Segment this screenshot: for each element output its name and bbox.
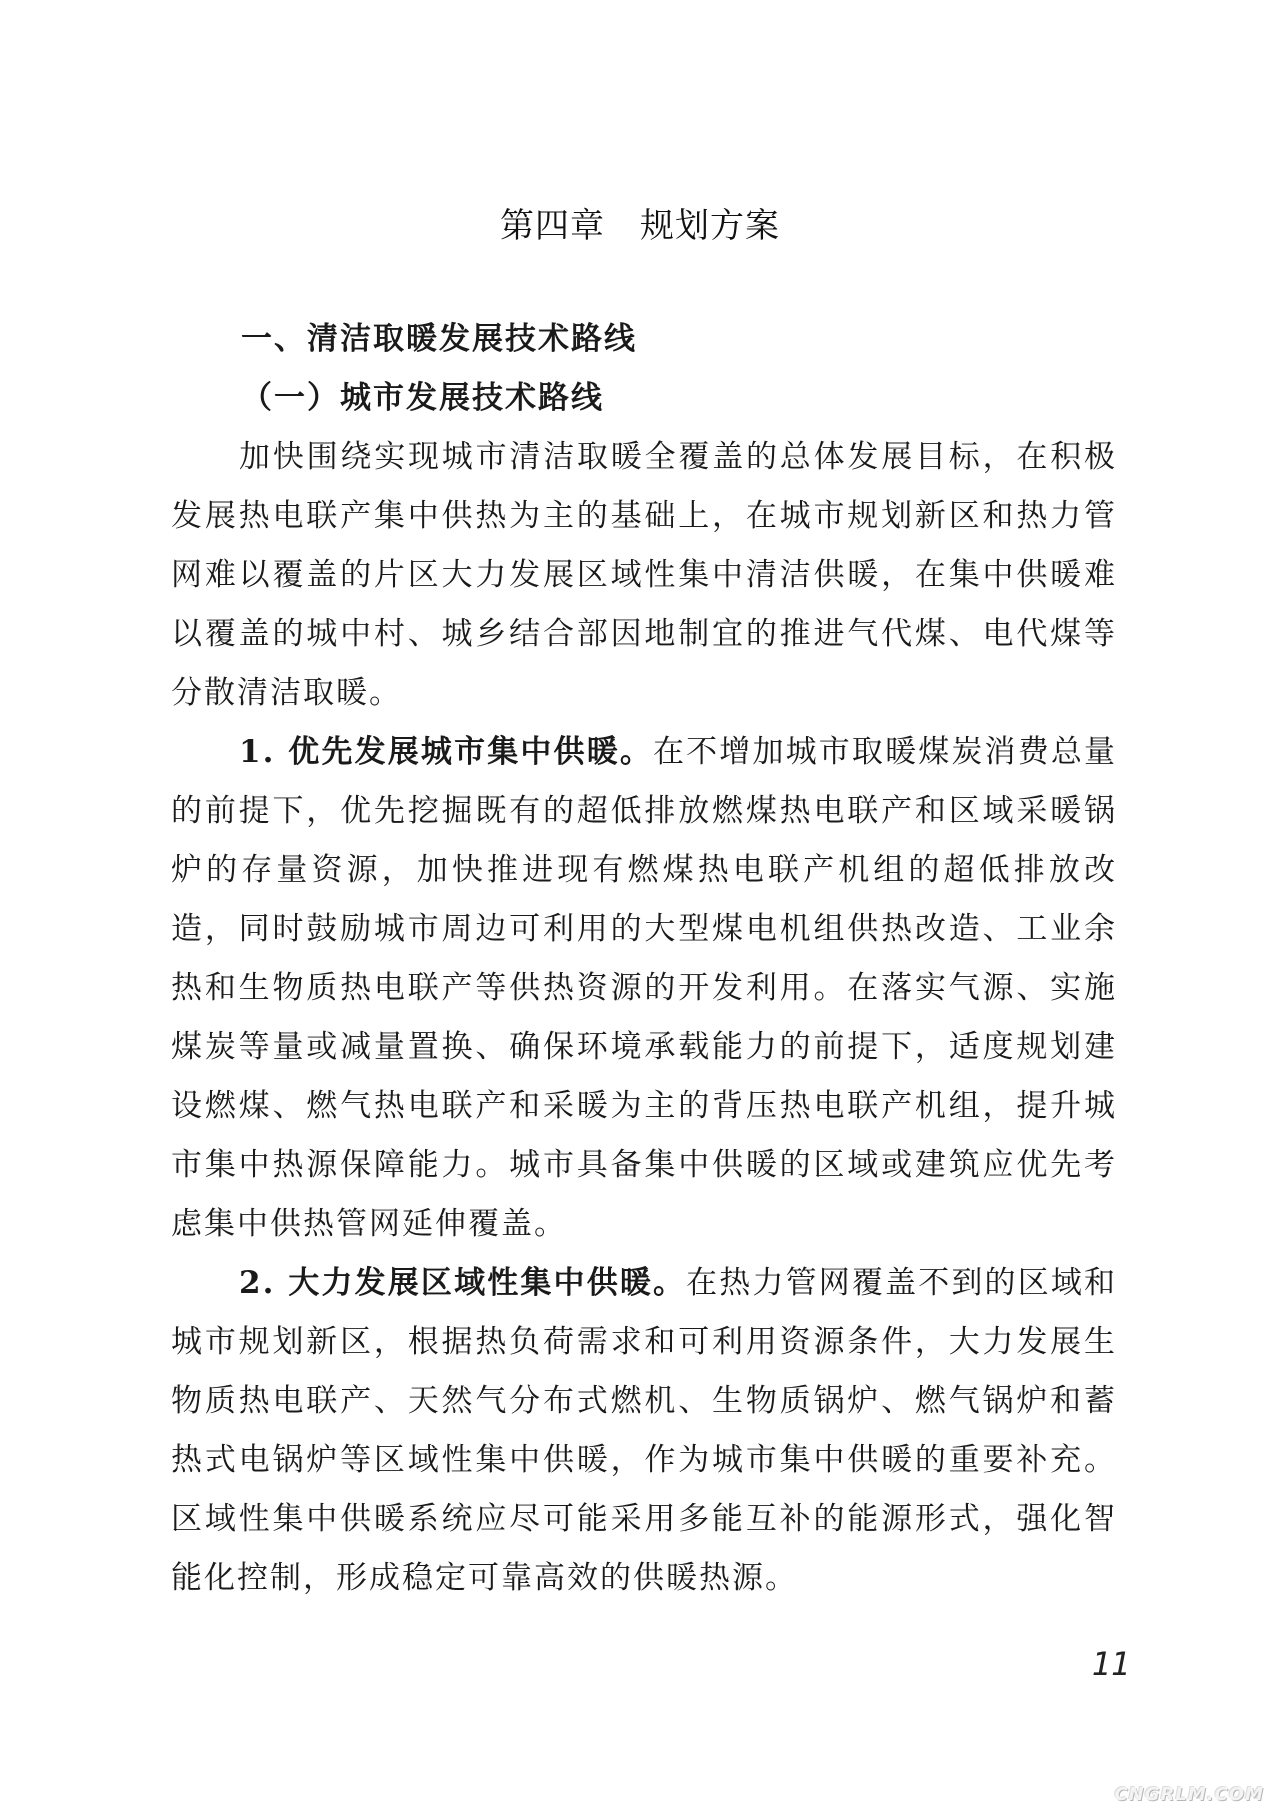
- intro-paragraph: 加快围绕实现城市清洁取暖全覆盖的总体发展目标，在积极发展热电联产集中供热为主的基础上，在城市规划新区和热力管网难以覆盖的片区大力发展区域性集中清洁供暖，在集中供暖难以覆盖的城中村、城乡结合部因地制宜的推进气代煤、电代煤等分散清洁取暖。: [171, 439, 1117, 711]
- item-1-body: 在不增加城市取暖煤炭消费总量的前提下，优先挖掘既有的超低排放燃煤热电联产和区域采暖锅炉的存量资源，加快推进现有燃煤热电联产机组的超低排放改造，同时鼓励城市周边可利用的大型煤电机组供热改造、工业余热和生物质热电联产等供热资源的开发利用。在落实气源、实施煤炭等量或减量置换、确保环境承载能力的前提下，适度规划建设燃煤、燃气热电联产和采暖为主的背压热电联产机组，提升城市集中热源保障能力。城市具备集中供暖的区域或建筑应优先考虑集中供热管网延伸覆盖。: [171, 734, 1117, 1242]
- subsection-heading: （一）城市发展技术路线: [241, 380, 604, 416]
- watermark: CNGRLM.COM: [1114, 1784, 1264, 1805]
- paragraph-item-1: [171, 723, 1117, 1254]
- chapter-title: 第四章 规划方案: [500, 206, 780, 246]
- section-heading: 一、清洁取暖发展技术路线: [241, 321, 637, 357]
- item-2-lead: 2. 大力发展区域性集中供暖。: [239, 1265, 687, 1301]
- item-1-lead: 1. 优先发展城市集中供暖。: [239, 734, 653, 770]
- item-2-body: 在热力管网覆盖不到的区域和城市规划新区，根据热负荷需求和可利用资源条件，大力发展生物质热电联产、天然气分布式燃机、生物质锅炉、燃气锅炉和蓄热式电锅炉等区域性集中供暖，作为城市集中供暖的重要补充。区域性集中供暖系统应尽可能采用多能互补的能源形式，强化智能化控制，形成稳定可靠高效的供暖热源。: [171, 1265, 1117, 1596]
- document-body: [171, 310, 1117, 1608]
- page-number: 11: [1091, 1645, 1130, 1683]
- paragraph-item-2: [171, 1254, 1117, 1608]
